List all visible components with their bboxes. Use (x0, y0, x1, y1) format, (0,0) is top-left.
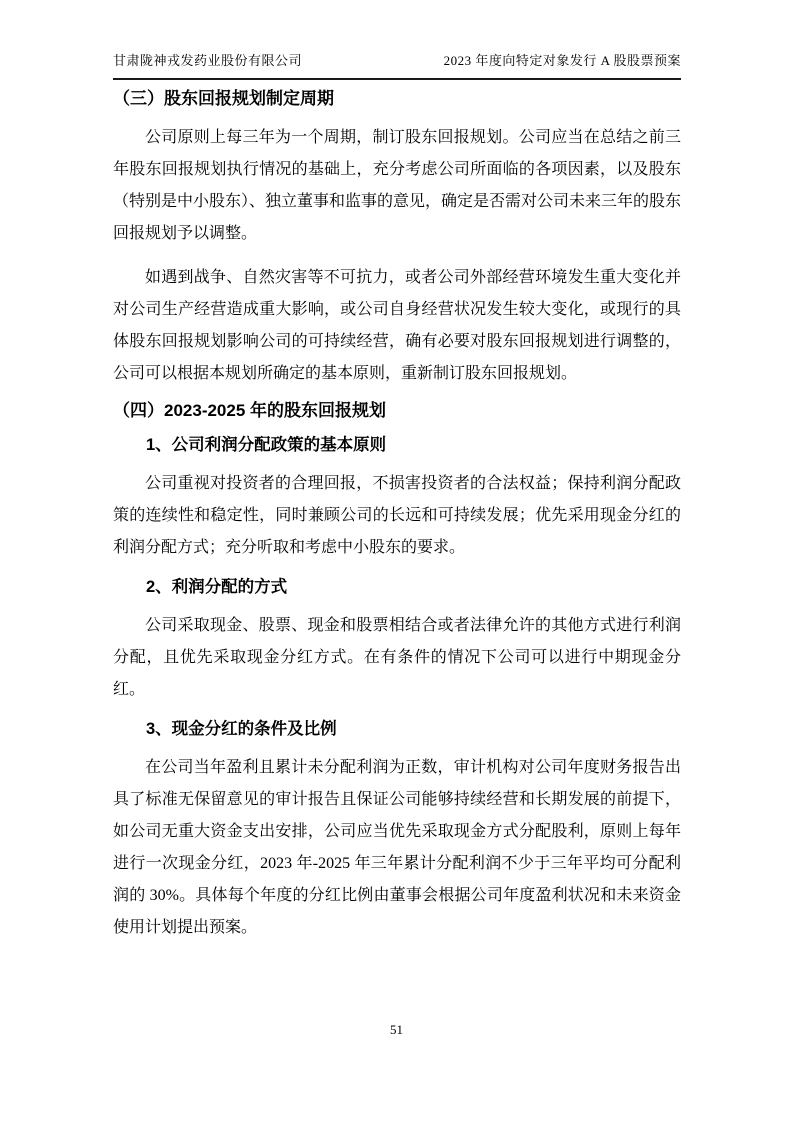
header-company-name: 甘肃陇神戎发药业股份有限公司 (113, 53, 303, 68)
header-document-title: 2023 年度向特定对象发行 A 股股票预案 (443, 53, 681, 68)
paragraph: 如遇到战争、自然灾害等不可抗力，或者公司外部经营环境发生重大变化并对公司生产经营造成重大影响，或公司自身经营状况发生较大变化，或现行的具体股东回报规划影响公司的可持续经营，确有必要对股东回报规划进行调整的，公司可以根据本规划所确定的基本原则，重新制订股东回报规划。 (113, 269, 681, 382)
paragraph: 在公司当年盈利且累计未分配利润为正数，审计机构对公司年度财务报告出具了标准无保留意见的审计报告且保证公司能够持续经营和长期发展的前提下，如公司无重大资金支出安排，公司应当优先采取现金方式分配股利，原则上每年进行一次现金分红，2023 年-2025 年三年累计分配利润不少于三年平均可分配利润的 30%。具体每个年度的分红比例由董事会根据公司年度盈利状况和未来资金使用计划提出预案。 (113, 759, 681, 936)
subsection-heading-cash-dividend-conditions: 3、现金分红的条件及比例 (146, 720, 337, 738)
paragraph: 公司采取现金、股票、现金和股票相结合或者法律允许的其他方式进行利润分配，且优先采取现金分红方式。在有条件的情况下公司可以进行中期现金分红。 (113, 617, 681, 698)
subsection-heading-profit-distribution-method: 2、利润分配的方式 (146, 578, 288, 596)
paragraph: 公司重视对投资者的合理回报，不损害投资者的合法权益；保持利润分配政策的连续性和稳定性，同时兼顾公司的长远和可持续发展；优先采用现金分红的利润分配方式；充分听取和考虑中小股东的要求。 (113, 475, 681, 556)
page-footer (0, 1022, 793, 1038)
section-heading-2023-2025-return-plan: （四）2023-2025 年的股东回报规划 (113, 401, 387, 420)
paragraph: 公司原则上每三年为一个周期，制订股东回报规划。公司应当在总结之前三年股东回报规划执行情况的基础上，充分考虑公司所面临的各项因素，以及股东（特别是中小股东）、独立董事和监事的意见，确定是否需对公司未来三年的股东回报规划予以调整。 (113, 129, 682, 242)
document-body (113, 88, 681, 944)
subsection-heading-profit-distribution-principles: 1、公司利润分配政策的基本原则 (146, 436, 387, 454)
page-number: 51 (390, 1022, 403, 1037)
section-heading-shareholder-return-cycle: （三）股东回报规划制定周期 (113, 89, 334, 108)
page-header (113, 50, 681, 80)
